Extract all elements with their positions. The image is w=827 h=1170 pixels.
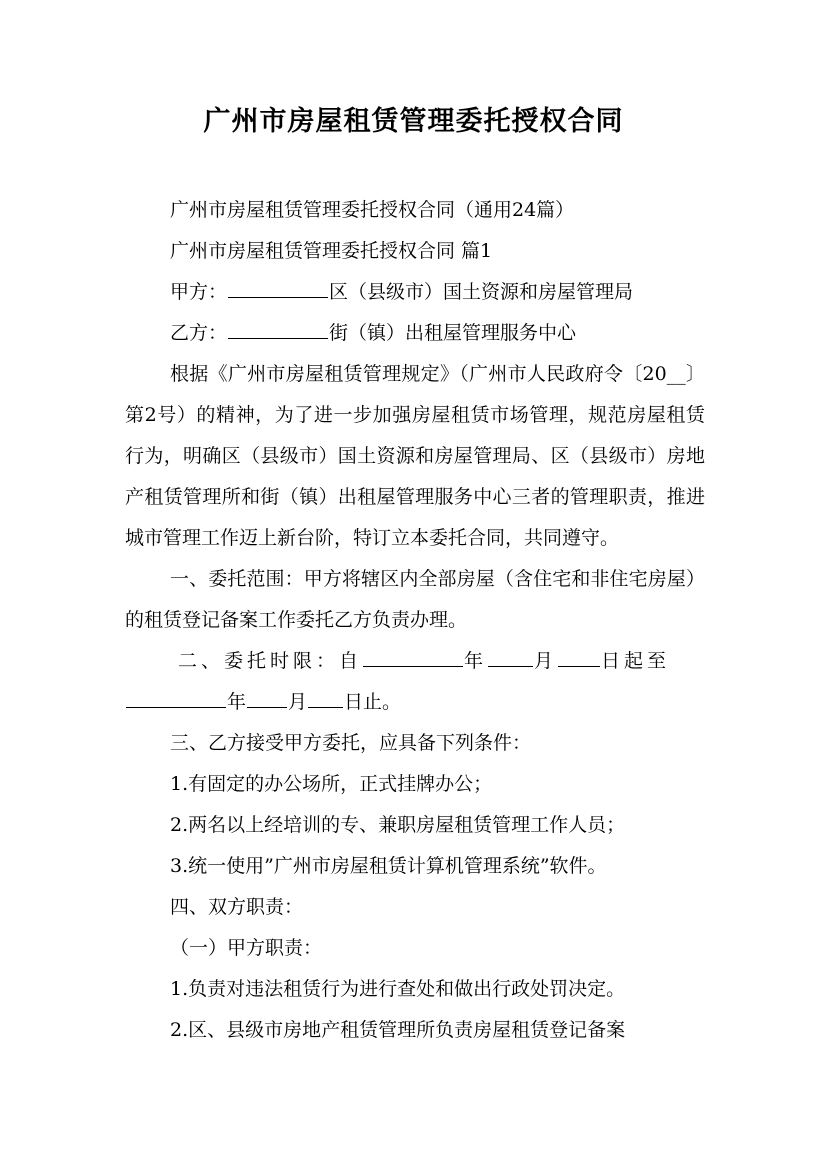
clause-4-heading: 四、双方职责：	[170, 896, 304, 918]
start-year-unit: 年	[464, 650, 488, 672]
document-body	[125, 190, 705, 1051]
clause-3-heading: 三、乙方接受甲方委托，应具备下列条件：	[170, 732, 532, 754]
end-day-unit: 日止。	[344, 691, 402, 713]
party-b-line	[125, 313, 705, 354]
preamble-paragraph: 根据《广州市房屋租赁管理规定》（广州市人民政府令〔20__〕第2号）的精神，为了进一步加强房屋租赁市场管理，规范房屋租赁行为，明确区（县级市）国土资源和房屋管理局、区（县级市）房地产租赁管理所和街（镇）出租屋管理服务中心三者的管理职责，推进城市管理工作迈上新台阶，特订立本委托合同，共同遵守。	[125, 363, 705, 549]
party-a-blank	[228, 278, 328, 298]
party-b-name: 街（镇）出租屋管理服务中心	[329, 322, 577, 344]
start-day-blank	[558, 647, 600, 667]
end-day-blank	[308, 688, 343, 708]
subtitle-line: 广州市房屋租赁管理委托授权合同（通用24篇）	[170, 199, 575, 221]
end-year-unit: 年	[227, 691, 247, 713]
start-month-unit: 月	[534, 650, 558, 672]
party-a-label: 甲方：	[170, 281, 228, 303]
party-b-blank	[228, 319, 328, 339]
document-title: 广州市房屋租赁管理委托授权合同	[203, 106, 624, 137]
clause-4-subheading-a: （一）甲方职责：	[170, 937, 323, 959]
clause-2-paragraph	[125, 641, 705, 723]
end-month-unit: 月	[288, 691, 308, 713]
clause-4-a-item-2: 2.区、县级市房地产租赁管理所负责房屋租赁登记备案	[170, 1019, 626, 1041]
clause-2-line-1	[125, 641, 705, 682]
chapter-heading: 广州市房屋租赁管理委托授权合同 篇1	[170, 240, 493, 262]
start-year-blank	[363, 647, 463, 667]
party-a-name: 区（县级市）国土资源和房屋管理局	[329, 281, 634, 303]
end-month-blank	[247, 688, 287, 708]
clause-2-label: 二、委托时限：自	[178, 650, 363, 672]
clause-2-line-2	[125, 682, 705, 723]
party-b-label: 乙方：	[170, 322, 228, 344]
clause-1-paragraph: 一、委托范围：甲方将辖区内全部房屋（含住宅和非住宅房屋）的租赁登记备案工作委托乙方负责办理。	[125, 568, 705, 631]
start-month-blank	[488, 647, 533, 667]
clause-3-item-3: 3.统一使用”广州市房屋租赁计算机管理系统”软件。	[170, 855, 607, 877]
start-day-unit: 日起至	[601, 650, 671, 672]
clause-3-item-2: 2.两名以上经培训的专、兼职房屋租赁管理工作人员；	[170, 814, 626, 836]
clause-4-a-item-1: 1.负责对违法租赁行为进行查处和做出行政处罚决定。	[170, 978, 626, 1000]
end-year-blank	[126, 688, 226, 708]
clause-3-item-1: 1.有固定的办公场所，正式挂牌办公；	[170, 773, 493, 795]
party-a-line	[125, 272, 705, 313]
